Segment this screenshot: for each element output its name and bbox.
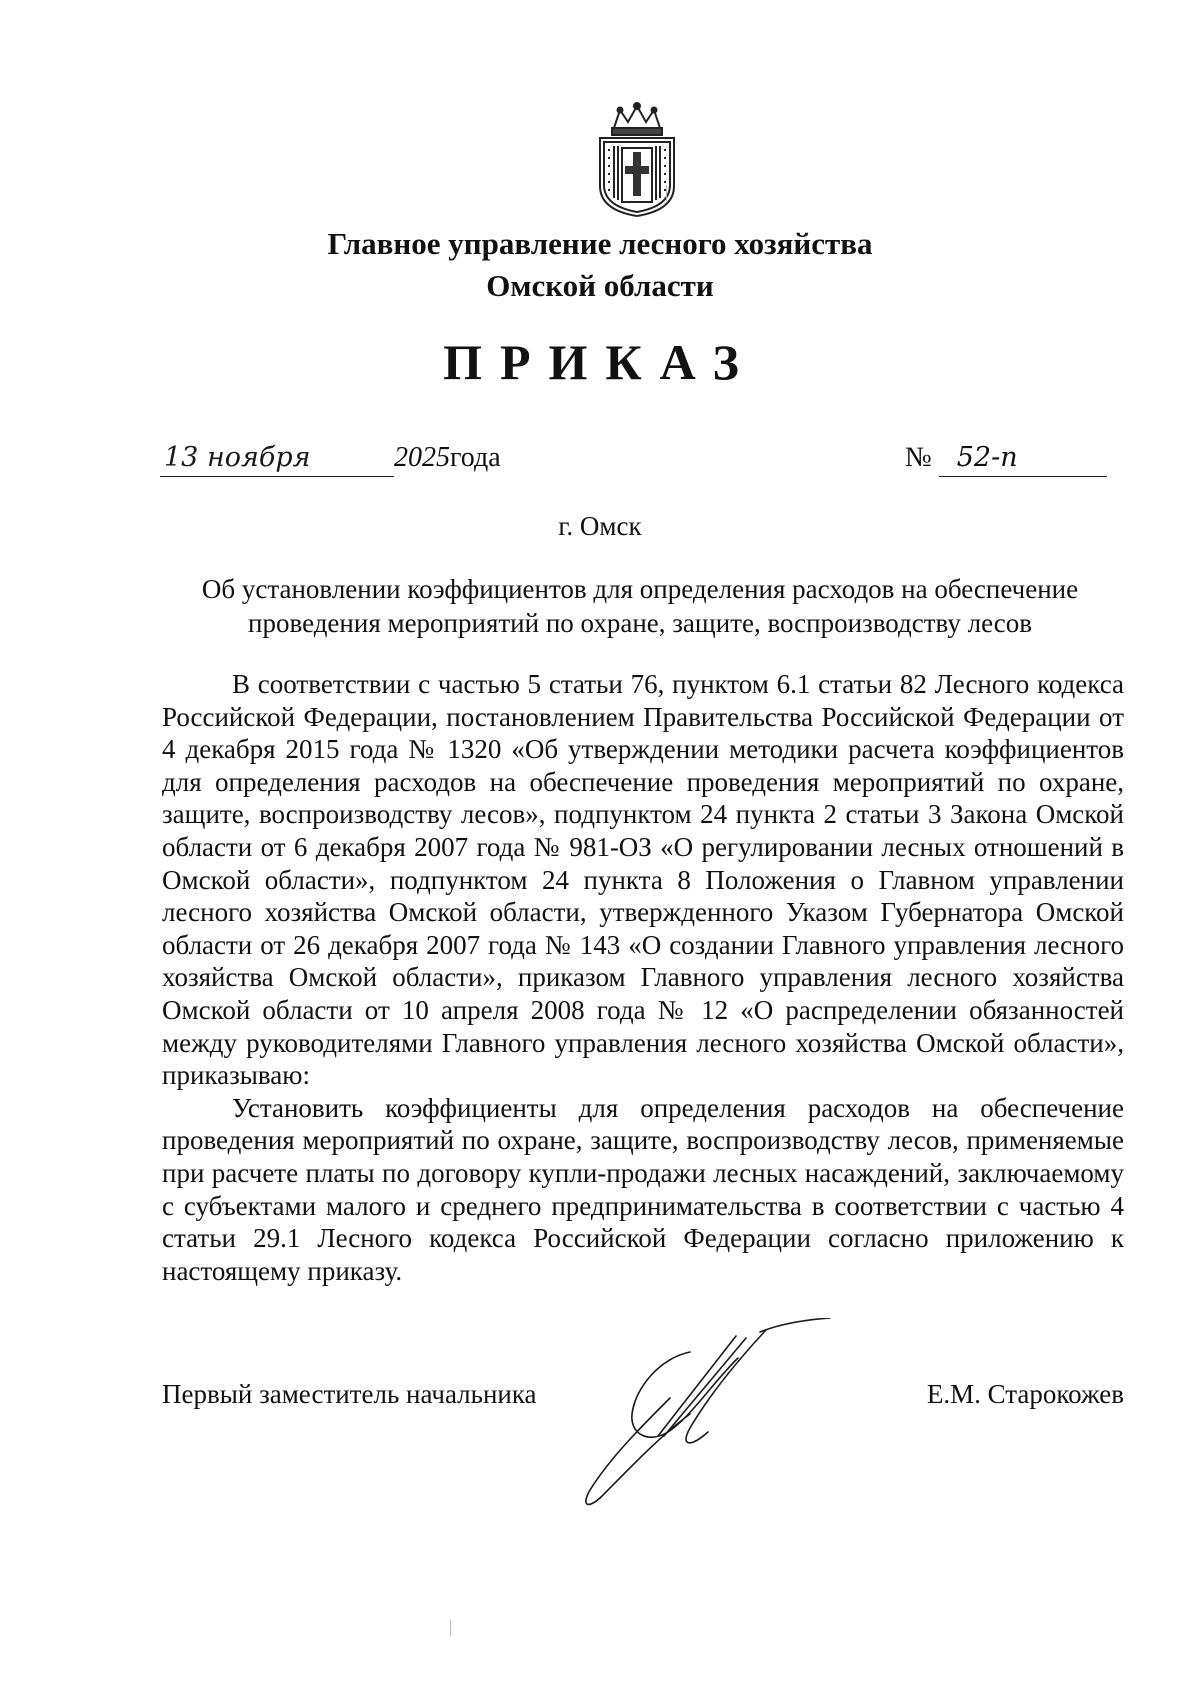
city: г. Омск (558, 511, 642, 541)
number-sign: № (905, 442, 932, 473)
body-paragraph-basis: В соответствии с частью 5 статьи 76, пунктом 6.1 статьи 82 Лесного кодекса Российской Федерации, постановлением Правительства Российской Федерации от 4 декабря 2015 года № 1320 «Об утверждении методики расчета коэффициентов для определения расходов на обеспечение проведения мероприятий по охране, защите, воспроизводству лесов», подпунктом 24 пункта 2 статьи 3 Закона Омской области от 6 декабря 2007 года № 981-ОЗ «О регулировании лесных отношений в Омской области», подпунктом 24 пункта 8 Положения о Главном управлении лесного хозяйства Омской области, утвержденного Указом Губернатора Омской области от 26 декабря 2007 года № 143 «О создании Главного управления лесного хозяйства Омской области», приказом Главного управления лесного хозяйства Омской области от 10 апреля 2008 года № 12 «О распределении обязанностей между руководителями Главного управления лесного хозяйства Омской области», приказываю: (162, 669, 1124, 1091)
year-suffix: года (450, 442, 501, 473)
handwritten-year: 2025 (394, 442, 450, 473)
coat-of-arms-icon (592, 100, 682, 218)
document-subject (160, 572, 1120, 640)
document-title: ПРИКАЗ (443, 334, 757, 390)
date-field (160, 440, 501, 477)
scan-artifact (450, 1620, 451, 1636)
subject-line1: Об установлении коэффициентов для определения расходов на обеспечение (201, 574, 1079, 604)
signatory-name: Е.М. Старокожев (926, 1379, 1124, 1409)
organization-name-line2: Омской области (486, 268, 714, 303)
signatory-role: Первый заместитель начальника (162, 1379, 537, 1409)
handwritten-number: 52-п (939, 440, 1107, 477)
document-body (162, 668, 1124, 1287)
handwritten-date: 13 ноября (160, 440, 394, 477)
handwritten-signature-icon (540, 1318, 840, 1518)
scan-artifact (666, 185, 667, 201)
organization-name-line1: Главное управление лесного хозяйства (327, 226, 873, 261)
body-paragraph-order: Установить коэффициенты для определения расходов на обеспечение проведения мероприятий по охране, защите, воспроизводству лесов, применяемые при расчете платы по договору купли-продажи лесных насаждений, заключаемому с субъектами малого и среднего предпринимательства в соответствии с частью 4 статьи 29.1 Лесного кодекса Российской Федерации согласно приложению к настоящему приказу. (162, 1092, 1124, 1286)
document-number-field (905, 440, 1107, 477)
subject-line2: проведения мероприятий по охране, защите, воспроизводству лесов (248, 608, 1032, 638)
